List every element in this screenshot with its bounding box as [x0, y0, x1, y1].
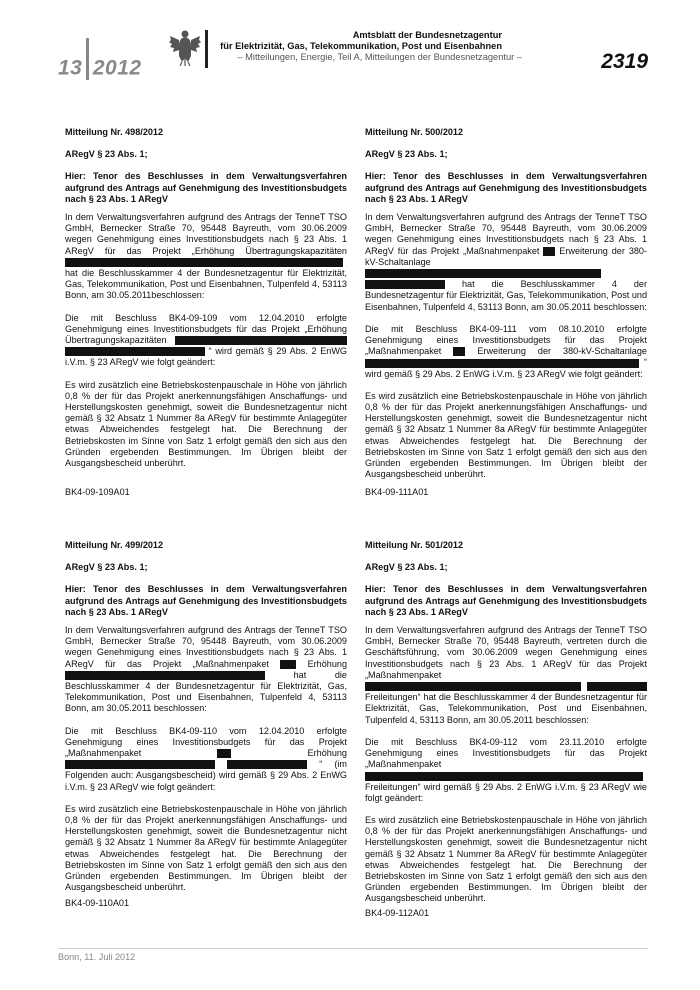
notice-paragraph-1: In dem Verwaltungsverfahren aufgrund des Antrags der TenneT TSO GmbH, Bernecker Straße 70, 95448 Bayreuth, vom 30.06.2009 wegen Genehmigung eines Investitionsbudgets nach § 23 Abs. 1 ARegV für das Projekt „Erhöhung Übertragungskapazitäten hat die Beschlusskammer 4 der Bundesnetzagentur für Elektrizität, Gas, Telekommunikation, Post und Eisenbahnen, Tulpenfeld 4, 53113 Bonn, am 30.05.2011beschlossen: [65, 212, 347, 301]
notice-paragraph-2: Die mit Beschluss BK4-09-110 vom 12.04.2010 erfolgte Genehmigung eines Investitionsbudgets für das Projekt „Maßnahmenpaket Erhöhung “ (im Folgenden auch: Ausgangsbescheid) wird gemäß § 29 Abs. 2 EnWG i.V.m. § 23 ARegV wie folgt geändert: [65, 725, 348, 792]
notice-paragraph-3: Es wird zusätzlich eine Betriebskostenpauschale in Höhe von jährlich 0,8 % der für das Projekt anerkennungsfähigen Anschaffungs- und Herstellungskosten genehmigt, soweit die Bundesnetzagentur nicht gemäß § 32 Absatz 1 Nummer 8a ARegV für bestimmte Anlagegüter etwas Abweichendes festgelegt hat. Die Berechnung der Betriebskosten im Sinne von Satz 1 erfolgt gemäß den sich aus den Gründen ergebenden Bestimmungen. Im Übrigen bleibt der Ausgangsbescheid unberührt. [65, 803, 347, 893]
notice-heading: Hier: Tenor des Beschlusses in dem Verwaltungsverfahren aufgrund des Antrags auf Genehmigung des Investitionsbudgets nach § 23 Abs. 1 ARegV [365, 584, 647, 617]
redaction-bar [65, 347, 205, 356]
publication-title [210, 30, 502, 52]
notice-500 [365, 127, 647, 480]
redaction-bar [365, 772, 643, 781]
issue-divider [86, 38, 89, 80]
notice-heading: Hier: Tenor des Beschlusses in dem Verwaltungsverfahren aufgrund des Antrags auf Genehmigung des Investitionsbudgets nach § 23 Abs. 1 ARegV [365, 171, 647, 204]
redaction-bar [65, 760, 215, 769]
notice-subhead: ARegV § 23 Abs. 1; [365, 562, 448, 573]
footer-divider [58, 948, 648, 949]
redaction-bar [365, 269, 601, 278]
notice-paragraph-1: In dem Verwaltungsverfahren aufgrund des Antrags der TenneT TSO GmbH, Bernecker Straße 70, 95448 Bayreuth, vom 30.06.2009 wegen Genehmigung eines Investitionsbudgets nach § 23 Abs. 1 ARegV für das Projekt „Maßnahmenpaket Erweiterung der 380-kV-Schaltanlage hat die Beschlusskammer 4 der Bundesnetzagentur für Elektrizität, Gas, Telekommunikation, Post und Eisenbahnen, Tulpenfeld 4, 53113 Bonn, am 30.05.2011 beschlossen: [365, 212, 648, 312]
redaction-bar [217, 749, 231, 758]
reference-number: BK4-09-111A01 [365, 487, 429, 497]
page-number: 2319 [601, 50, 648, 73]
notice-paragraph-2: Die mit Beschluss BK4-09-109 vom 12.04.2010 erfolgte Genehmigung eines Investitionsbudgets für das Projekt „Erhöhung Übertragungskapazitäten “ wird gemäß § 29 Abs. 2 EnWG i.V.m. § 23 ARegV wie folgt geändert: [65, 312, 347, 368]
footer-date: Bonn, 11. Juli 2012 [58, 952, 136, 962]
notice-subhead: ARegV § 23 Abs. 1; [365, 149, 448, 160]
notice-subhead: ARegV § 23 Abs. 1; [65, 562, 148, 573]
redaction-bar [65, 671, 265, 680]
redaction-bar [587, 682, 647, 691]
issue-year: 2012 [92, 56, 142, 80]
notice-subhead: ARegV § 23 Abs. 1; [65, 149, 148, 160]
notice-paragraph-1: In dem Verwaltungsverfahren aufgrund des Antrags der TenneT TSO GmbH, Bernecker Straße 70, 95448 Bayreuth, vom 30.06.2009 wegen Genehmigung eines Investitionsbudgets nach § 23 Abs. 1 ARegV für das Projekt „Maßnahmenpaket Erhöhung hat die Beschlusskammer 4 der Bundesnetzagentur für Elektrizität, Gas, Telekommunikation, Post und Eisenbahnen, Tulpenfeld 4, 53113 Bonn, am 30.05.2011 beschlossen: [65, 625, 348, 714]
redaction-bar [543, 247, 555, 256]
notice-paragraph-2: Die mit Beschluss BK4-09-112 vom 23.11.2010 erfolgte Genehmigung eines Investitionsbudgets für das Projekt „Maßnahmenpaket Freileitungen“ wird gemäß § 29 Abs. 2 EnWG i.V.m. § 23 ARegV wie folgt geändert: [365, 736, 647, 803]
notice-heading: Hier: Tenor des Beschlusses in dem Verwaltungsverfahren aufgrund des Antrags auf Genehmigung des Investitionsbudgets nach § 23 Abs. 1 ARegV [65, 171, 347, 204]
org-line-2: für Elektrizität, Gas, Telekommunikation, Post und Eisenbahnen [220, 41, 502, 51]
issue-label [58, 48, 142, 90]
reference-number: BK4-09-110A01 [65, 898, 130, 908]
redaction-bar [365, 280, 445, 289]
notice-paragraph-3: Es wird zusätzlich eine Betriebskostenpauschale in Höhe von jährlich 0,8 % der für das Projekt anerkennungsfähigen Anschaffungs- und Herstellungskosten genehmigt, soweit die Bundesnetzagentur nicht gemäß § 32 Absatz 1 Nummer 8a ARegV für bestimmte Anlagegüter etwas Abweichendes festgelegt hat. Die Berechnung der Betriebskosten im Sinne von Satz 1 erfolgt gemäß den sich aus den Gründen ergebenden Bestimmungen. Im Übrigen bleibt der Ausgangsbescheid unberührt. [365, 390, 647, 480]
notice-title: Mitteilung Nr. 499/2012 [65, 540, 164, 550]
notice-501 [365, 540, 647, 905]
notice-title: Mitteilung Nr. 500/2012 [365, 127, 464, 137]
org-line-1: Amtsblatt der Bundesnetzagentur [352, 30, 502, 40]
reference-number: BK4-09-112A01 [365, 908, 430, 918]
notice-paragraph-1: In dem Verwaltungsverfahren aufgrund des Antrags der TenneT TSO GmbH, Bernecker Straße 70, 95448 Bayreuth, vertreten durch die Geschäftsführung, vom 30.06.2009 wegen Genehmigung eines Investitionsbudgets nach § 23 Abs. 1 ARegV für das Projekt „Maßnahmenpaket Freileitungen“ hat die Beschlusskammer 4 der Bundesnetzagentur für Elektrizität, Gas, Telekommunikation, Post und Eisenbahnen, Tulpenfeld 4, 53113 Bonn, am 30.05.2011 beschlossen: [365, 625, 647, 725]
federal-eagle-icon [168, 28, 202, 66]
notice-heading: Hier: Tenor des Beschlusses in dem Verwaltungsverfahren aufgrund des Antrags auf Genehmigung des Investitionsbudgets nach § 23 Abs. 1 ARegV [65, 584, 347, 617]
page-header [0, 0, 700, 90]
redaction-bar [227, 760, 307, 769]
header-divider [205, 30, 208, 68]
redaction-bar [365, 682, 581, 691]
publication-subtitle: – Mitteilungen, Energie, Teil A, Mitteilungen der Bundesnetzagentur – [237, 52, 522, 62]
redaction-bar [365, 359, 639, 368]
redaction-bar [280, 660, 296, 669]
notice-title: Mitteilung Nr. 501/2012 [365, 540, 464, 550]
issue-number: 13 [58, 56, 83, 80]
notice-498 [65, 127, 347, 469]
reference-number: BK4-09-109A01 [65, 487, 130, 497]
redaction-bar [175, 336, 347, 345]
notice-paragraph-3: Es wird zusätzlich eine Betriebskostenpauschale in Höhe von jährlich 0,8 % der für das Projekt anerkennungsfähigen Anschaffungs- und Herstellungskosten genehmigt, soweit die Bundesnetzagentur nicht gemäß § 32 Absatz 1 Nummer 8a ARegV für bestimmte Anlagegüter etwas Abweichendes festgelegt hat. Die Berechnung der Betriebskosten im Sinne von Satz 1 erfolgt gemäß den sich aus den Gründen ergebenden Bestimmungen. Im Übrigen bleibt der Ausgangsbescheid unberührt. [65, 379, 347, 469]
redaction-bar [453, 347, 465, 356]
redaction-bar [65, 258, 343, 267]
notice-paragraph-2: Die mit Beschluss BK4-09-111 vom 08.10.2010 erfolgte Genehmigung eines Investitionsbudgets für das Projekt „Maßnahmenpaket Erweiterung der 380-kV-Schaltanlage “ wird gemäß § 29 Abs. 2 EnWG i.V.m. § 23 ARegV wie folgt geändert: [365, 323, 647, 379]
notice-title: Mitteilung Nr. 498/2012 [65, 127, 164, 137]
notice-paragraph-3: Es wird zusätzlich eine Betriebskostenpauschale in Höhe von jährlich 0,8 % der für das Projekt anerkennungsfähigen Anschaffungs- und Herstellungskosten genehmigt, soweit die Bundesnetzagentur nicht gemäß § 32 Absatz 1 Nummer 8a ARegV für bestimmte Anlagegüter etwas Abweichendes festgelegt hat. Die Berechnung der Betriebskosten im Sinne von Satz 1 erfolgt gemäß den sich aus den Gründen ergebenden Bestimmungen. Im Übrigen bleibt der Ausgangsbescheid unberührt. [365, 815, 647, 904]
notice-499 [65, 540, 347, 893]
